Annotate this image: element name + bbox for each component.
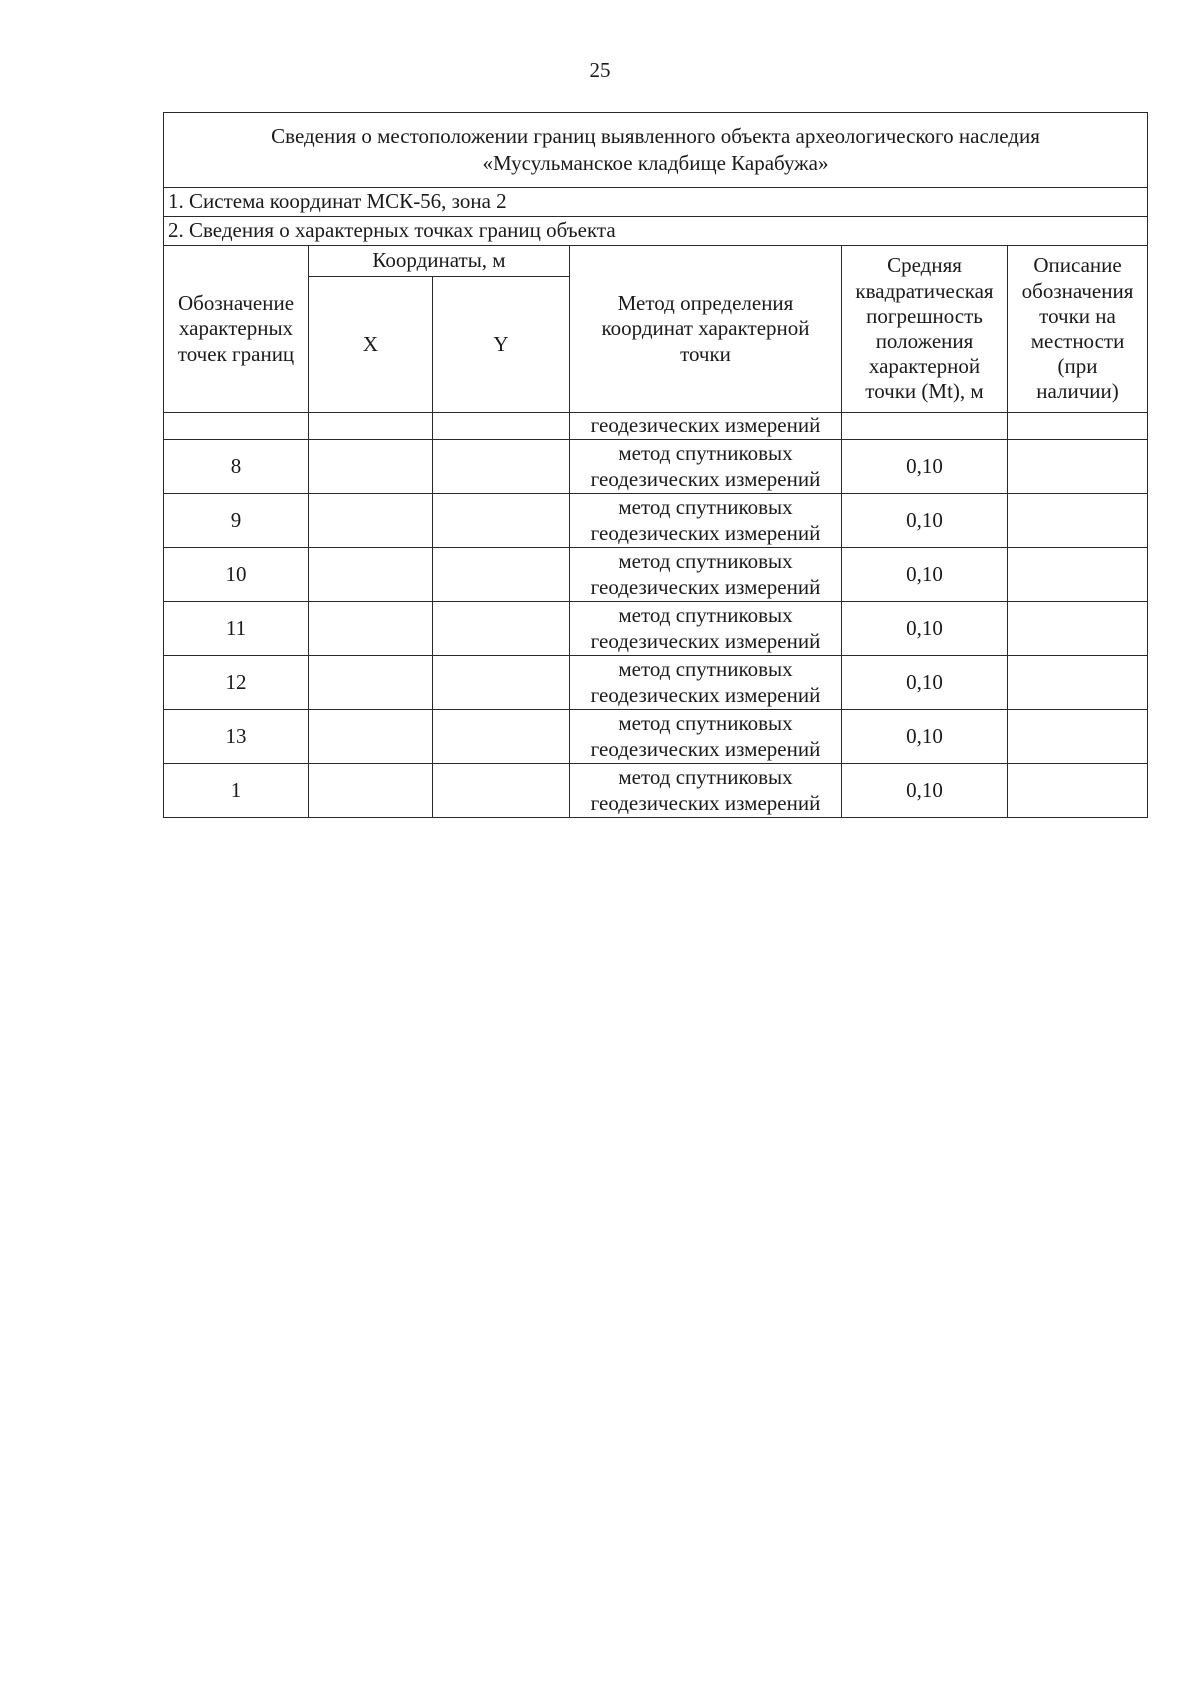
table-row — [164, 764, 1148, 818]
table-row — [164, 602, 1148, 656]
cell-x — [309, 548, 433, 602]
coordinate-system-section: 1. Система координат МСК-56, зона 2 — [164, 188, 1148, 217]
cell-point — [164, 413, 309, 440]
continuation-row — [164, 413, 1148, 440]
cell-error — [842, 413, 1008, 440]
cell-error: 0,10 — [842, 494, 1008, 548]
cell-point: 1 — [164, 764, 309, 818]
cell-description — [1008, 494, 1148, 548]
cell-x — [309, 764, 433, 818]
page-number: 25 — [589, 58, 611, 82]
cell-error: 0,10 — [842, 764, 1008, 818]
cell-point: 10 — [164, 548, 309, 602]
header-coordinates: Координаты, м — [309, 246, 570, 277]
cell-point: 11 — [164, 602, 309, 656]
cell-y — [433, 764, 570, 818]
cell-y — [433, 494, 570, 548]
table-row — [164, 548, 1148, 602]
cell-method: метод спутниковых геодезических измерений — [570, 764, 842, 818]
cell-point: 13 — [164, 710, 309, 764]
cell-y — [433, 413, 570, 440]
header-method: Метод определения координат характерной точки — [570, 246, 842, 413]
cell-description — [1008, 548, 1148, 602]
table-title — [164, 113, 1148, 188]
table-row — [164, 440, 1148, 494]
cell-x — [309, 440, 433, 494]
boundary-points-section: 2. Сведения о характерных точках границ объекта — [164, 217, 1148, 246]
cell-y — [433, 656, 570, 710]
cell-error: 0,10 — [842, 548, 1008, 602]
cell-description — [1008, 656, 1148, 710]
header-x: X — [309, 277, 433, 413]
table-row — [164, 656, 1148, 710]
cell-method: метод спутниковых геодезических измерений — [570, 602, 842, 656]
cell-x — [309, 413, 433, 440]
boundary-points-table — [163, 112, 1148, 818]
cell-y — [433, 548, 570, 602]
cell-description — [1008, 764, 1148, 818]
cell-error: 0,10 — [842, 440, 1008, 494]
header-y: Y — [433, 277, 570, 413]
cell-y — [433, 440, 570, 494]
cell-y — [433, 602, 570, 656]
cell-point: 8 — [164, 440, 309, 494]
cell-description — [1008, 413, 1148, 440]
cell-description — [1008, 440, 1148, 494]
cell-method: метод спутниковых геодезических измерений — [570, 494, 842, 548]
cell-y — [433, 710, 570, 764]
cell-method: метод спутниковых геодезических измерений — [570, 710, 842, 764]
cell-method: метод спутниковых геодезических измерений — [570, 440, 842, 494]
table-row — [164, 494, 1148, 548]
cell-error: 0,10 — [842, 710, 1008, 764]
cell-error: 0,10 — [842, 656, 1008, 710]
cell-x — [309, 602, 433, 656]
table-row — [164, 710, 1148, 764]
header-error: Средняя квадратическая погрешность положения характерной точки (Mt), м — [842, 246, 1008, 413]
cell-method: метод спутниковых геодезических измерений — [570, 548, 842, 602]
cell-method: геодезических измерений — [570, 413, 842, 440]
cell-description — [1008, 602, 1148, 656]
cell-method: метод спутниковых геодезических измерений — [570, 656, 842, 710]
cell-x — [309, 710, 433, 764]
cell-point: 12 — [164, 656, 309, 710]
cell-x — [309, 494, 433, 548]
table-title-line2: «Мусульманское кладбище Карабужа» — [482, 151, 829, 175]
cell-point: 9 — [164, 494, 309, 548]
header-description: Описание обозначения точки на местности (при наличии) — [1008, 246, 1148, 413]
header-point-designation: Обозначение характерных точек границ — [164, 246, 309, 413]
header-row-top — [164, 246, 1148, 277]
cell-error: 0,10 — [842, 602, 1008, 656]
cell-description — [1008, 710, 1148, 764]
table-title-line1: Сведения о местоположении границ выявленного объекта археологического наследия — [271, 123, 1040, 148]
cell-x — [309, 656, 433, 710]
